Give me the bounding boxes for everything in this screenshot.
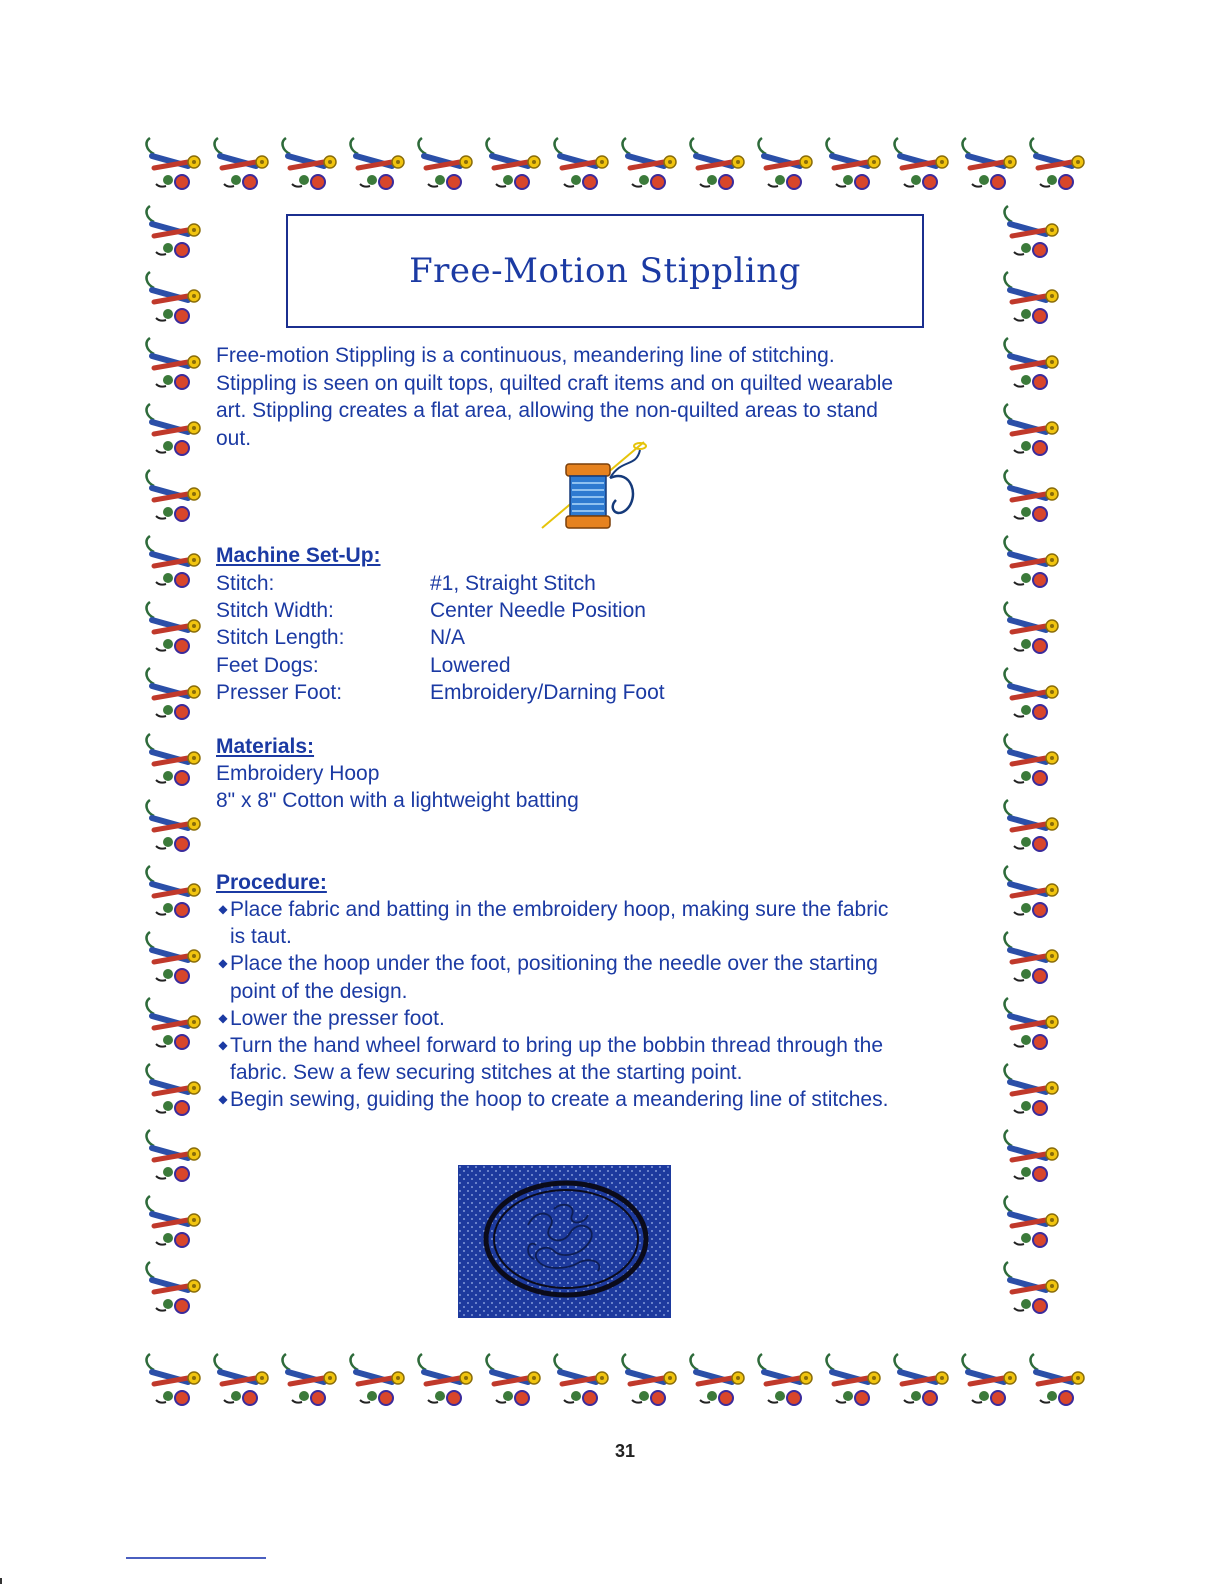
right-border xyxy=(1000,200,1066,1322)
scissors-spool-icon xyxy=(1000,860,1066,926)
setup-label: Presser Foot: xyxy=(216,680,343,704)
scissors-spool-icon xyxy=(618,1348,684,1414)
scissors-spool-icon xyxy=(1000,596,1066,662)
scissors-spool-icon xyxy=(618,132,684,198)
setup-value: #1, Straight Stitch xyxy=(430,572,596,595)
step-line: is taut. xyxy=(230,925,292,949)
scissors-spool-icon xyxy=(1000,1256,1066,1322)
procedure-list xyxy=(216,896,986,1114)
list-item xyxy=(216,950,986,1004)
scissors-spool-icon xyxy=(482,132,548,198)
step-line: Begin sewing, guiding the hoop to create a meandering line of stitches. xyxy=(230,1088,889,1112)
scissors-spool-icon xyxy=(958,1348,1024,1414)
setup-label: Stitch Width: xyxy=(216,599,334,623)
setup-row xyxy=(216,570,665,597)
scissors-spool-icon xyxy=(1000,530,1066,596)
step-line: Place the hoop under the foot, positioning the needle over the starting xyxy=(230,952,878,976)
scissors-spool-icon xyxy=(142,266,208,332)
step-line: fabric. Sew a few securing stitches at the starting point. xyxy=(230,1061,743,1085)
scan-mark xyxy=(0,1578,2,1584)
embroidery-hoop-image xyxy=(458,1165,671,1318)
scissors-spool-icon xyxy=(890,132,956,198)
scissors-spool-icon xyxy=(278,132,344,198)
scissors-spool-icon xyxy=(1000,398,1066,464)
scissors-spool-icon xyxy=(822,132,888,198)
materials-list xyxy=(216,760,579,814)
scissors-spool-icon xyxy=(142,1124,208,1190)
footer-rule xyxy=(126,1557,266,1559)
scissors-spool-icon xyxy=(210,1348,276,1414)
intro-line-1: Free-motion Stippling is a continuous, meandering line of stitching. xyxy=(216,344,835,367)
scissors-spool-icon xyxy=(142,992,208,1058)
scissors-spool-icon xyxy=(686,1348,752,1414)
list-item: 8" x 8" Cotton with a lightweight batting xyxy=(216,789,579,813)
scissors-spool-icon xyxy=(142,794,208,860)
list-item xyxy=(216,1086,986,1113)
setup-row xyxy=(216,652,665,679)
scissors-spool-icon xyxy=(346,132,412,198)
list-item xyxy=(216,1032,986,1086)
scissors-spool-icon xyxy=(142,132,208,198)
left-border xyxy=(142,200,208,1322)
setup-label: Stitch Length: xyxy=(216,626,345,650)
setup-value: Lowered xyxy=(430,653,511,677)
scissors-spool-icon xyxy=(1000,332,1066,398)
setup-row xyxy=(216,679,665,706)
title-box xyxy=(286,214,924,328)
procedure-heading: Procedure: xyxy=(216,871,327,894)
machine-setup-heading: Machine Set-Up: xyxy=(216,544,381,567)
step-line: Lower the presser foot. xyxy=(230,1006,445,1030)
setup-label: Feet Dogs: xyxy=(216,653,319,677)
page-number: 31 xyxy=(614,1441,636,1461)
setup-row xyxy=(216,624,665,651)
scissors-spool-icon xyxy=(142,596,208,662)
scissors-spool-icon xyxy=(1000,992,1066,1058)
scissors-spool-icon xyxy=(686,132,752,198)
scissors-spool-icon xyxy=(142,926,208,992)
scissors-spool-icon xyxy=(1000,1124,1066,1190)
scissors-spool-icon xyxy=(142,398,208,464)
step-line: Turn the hand wheel forward to bring up the bobbin thread through the xyxy=(230,1034,883,1058)
list-item xyxy=(216,896,986,950)
scissors-spool-icon xyxy=(958,132,1024,198)
scissors-spool-icon xyxy=(142,662,208,728)
scissors-spool-icon xyxy=(754,1348,820,1414)
setup-row xyxy=(216,597,665,624)
machine-setup-table xyxy=(216,570,665,706)
scissors-spool-icon xyxy=(278,1348,344,1414)
scissors-spool-icon xyxy=(142,464,208,530)
step-line: Place fabric and batting in the embroidery hoop, making sure the fabric xyxy=(230,898,889,921)
scissors-spool-icon xyxy=(142,860,208,926)
scissors-spool-icon xyxy=(142,332,208,398)
setup-value: Center Needle Position xyxy=(430,599,646,623)
intro-line-4: out. xyxy=(216,427,252,450)
scissors-spool-icon xyxy=(1000,266,1066,332)
scissors-spool-icon xyxy=(210,132,276,198)
scissors-spool-icon xyxy=(142,728,208,794)
scissors-spool-icon xyxy=(482,1348,548,1414)
diamond-bullet-icon: ◆ xyxy=(218,1092,228,1107)
scissors-spool-icon xyxy=(1000,728,1066,794)
page-title: Free-Motion Stippling xyxy=(409,251,801,291)
scissors-spool-icon xyxy=(754,132,820,198)
top-border xyxy=(142,132,1092,198)
step-line: point of the design. xyxy=(230,979,408,1003)
scissors-spool-icon xyxy=(822,1348,888,1414)
thread-spool-needle-icon xyxy=(536,438,662,534)
bottom-border xyxy=(142,1348,1092,1414)
setup-value: N/A xyxy=(430,626,466,650)
scissors-spool-icon xyxy=(1026,1348,1092,1414)
scissors-spool-icon xyxy=(414,1348,480,1414)
scissors-spool-icon xyxy=(1000,1190,1066,1256)
setup-label: Stitch: xyxy=(216,572,275,595)
scissors-spool-icon xyxy=(550,1348,616,1414)
intro-line-3: art. Stippling creates a flat area, allowing the non-quilted areas to stand xyxy=(216,399,878,422)
scissors-spool-icon xyxy=(142,1058,208,1124)
scissors-spool-icon xyxy=(1000,200,1066,266)
scissors-spool-icon xyxy=(142,1190,208,1256)
scissors-spool-icon xyxy=(142,1348,208,1414)
scissors-spool-icon xyxy=(142,530,208,596)
scissors-spool-icon xyxy=(414,132,480,198)
diamond-bullet-icon: ◆ xyxy=(218,902,228,916)
scissors-spool-icon xyxy=(1000,464,1066,530)
scissors-spool-icon xyxy=(1000,1058,1066,1124)
diamond-bullet-icon: ◆ xyxy=(218,956,228,971)
scissors-spool-icon xyxy=(142,1256,208,1322)
scissors-spool-icon xyxy=(550,132,616,198)
scissors-spool-icon xyxy=(1000,794,1066,860)
scissors-spool-icon xyxy=(1026,132,1092,198)
scissors-spool-icon xyxy=(142,200,208,266)
list-item xyxy=(216,1005,986,1032)
intro-line-2: Stippling is seen on quilt tops, quilted craft items and on quilted wearable xyxy=(216,372,894,395)
scissors-spool-icon xyxy=(890,1348,956,1414)
diamond-bullet-icon: ◆ xyxy=(218,1010,228,1025)
scissors-spool-icon xyxy=(346,1348,412,1414)
setup-value: Embroidery/Darning Foot xyxy=(430,680,665,704)
scissors-spool-icon xyxy=(1000,662,1066,728)
diamond-bullet-icon: ◆ xyxy=(218,1038,228,1053)
list-item: Embroidery Hoop xyxy=(216,762,380,785)
materials-heading: Materials: xyxy=(216,735,315,758)
scissors-spool-icon xyxy=(1000,926,1066,992)
